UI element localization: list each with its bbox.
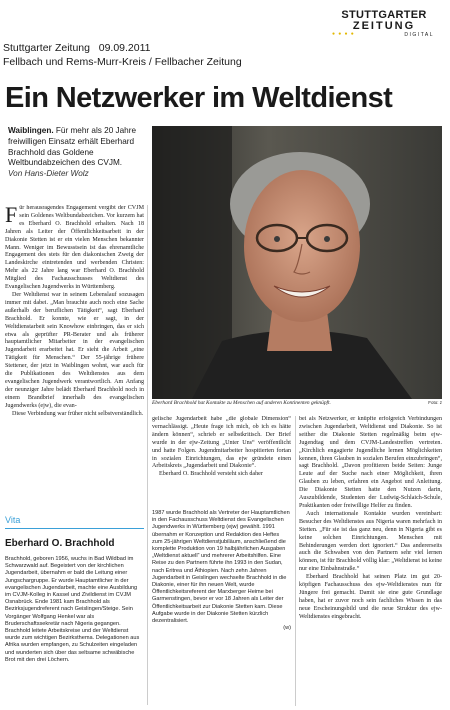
lead-paragraph xyxy=(8,126,158,180)
body-column-2 xyxy=(152,416,291,506)
masthead-logo xyxy=(332,10,436,38)
vita-title: Eberhard O. Brachhold xyxy=(5,538,115,549)
portrait-photo xyxy=(152,126,442,399)
body-paragraph: Eberhard O. Brachhold versteht sich daher xyxy=(159,471,263,478)
body-paragraph: ür herausragendes Engagement vergibt der CVJM sein Goldenes Weltbundabzeichen. Vor kurzem hat es Eberhard O. Brachhold erhalten. Nach 18 Jahren als Leiter der Öffentlichkeitsarbeit in der Diakonie Stetten ist er ein vielen Menschen bekannter Mann. Weniger im Bewusstsein ist das ehrenamtliche Engagement des stets für den diakonischen Zweig der Landeskirche eintretenden und werbenden Christen: Mehr als 22 Jahre lang war Eberhard O. Brachhold Mitglied des Fachausschusses Weltdienst des Evangelischen Jugendwerks in Württemberg. xyxy=(5,205,144,291)
photo-caption xyxy=(152,400,442,406)
portrait-image xyxy=(152,126,442,399)
body-paragraph: Der Weltdienst war in seinem Lebenslauf sozusagen immer mit dabei. „Man brauchte auch noch eine Sache außerhalb der beruflichen Tätigkeit“, sagt Eberhard Brachhold. Er konnte, wie er sagt, in der Weltdienstarbeit sein Knowhow einbringen, das er sich etwa als geprüfter PR-Berater und als früherer hauptamtlicher Mitarbeiter in der evangelischen Jugendarbeit erarbeitet hat. Er sieht die Arbeit „eine Tätigkeit für Menschen.“ Der 55-jährige frühere Stettener, der jetzt in Waiblingen wohnt, war auch für die Publikationen des Weltdienstes aus dem evangelischen Jugendwerk verantwortlich. Am Anfang der neunziger Jahre belädt Eberhard Brachhold noch in einem Brandbrief innerhalb des evangelischen Jugendwerks (ejw), die evan- xyxy=(5,291,144,409)
lead-text: Für mehr als 20 Jahre freiwilligen Einsatz erhält Eberhard Brachhold das Goldene Weltbundabzeichen des CVJM. xyxy=(8,126,137,168)
column-divider xyxy=(147,205,148,705)
dropcap: F xyxy=(5,205,18,227)
vita-column-2 xyxy=(152,510,291,706)
headline: Ein Netzwerker im Weltdienst xyxy=(5,82,393,114)
source-line xyxy=(3,42,151,55)
masthead-line1: STUTTGARTER xyxy=(341,9,427,21)
body-paragraph: Eberhard Brachhold hat seinen Platz im gut 20-köpfigen Fachausschuss des ejw-Weltdienstes nun für Jüngere frei gemacht. Damit sie eine gute Grundlage haben, hat er zuvor noch sein fachliches Wissen in das neue Erscheinungsbild und die neue Struktur des ejw-Weltdienstes eingebracht. xyxy=(299,574,442,620)
body-paragraph: bei als Netzwerker, er knüpfte erfolgreich Verbindungen zwischen Jugendarbeit, Weltdienst und Diakonie. So ist seither die Diakonie Stetten regelmäßig beim ejw-Jugendtag und dem CVJM-Landestreffen vertreten. „Kirchlich engagierte Jugendliche lernen Möglichkeiten kennen, ihren Glauben in sozialen Berufen einzubringen“, sagt Brachhold. „Davon profitieren beide Seiten: Junge Leute auf der Suche nach einer Möglichkeit, ihren Glauben zu leben, erfahren ein Angebot und Anleitung. Die Diakonie Stetten hatte den Nutzen darin, Auszubildende, Studenten der Ludwig-Schlaich-Schule, Praktikanten oder freiwillige Helfer zu finden. xyxy=(299,416,442,509)
vita-signature: (w) xyxy=(283,625,291,632)
body-column-1 xyxy=(5,205,144,507)
source-newspaper: Stuttgarter Zeitung xyxy=(3,42,90,54)
body-paragraph: Diese Verbindung war früher nicht selbstverständlich. xyxy=(12,410,144,417)
source-date: 09.09.2011 xyxy=(98,42,151,54)
photo-credit: Foto: z xyxy=(428,400,442,405)
column-divider xyxy=(295,416,296,706)
vita-text: 1987 wurde Brachhold als Vertreter der Hauptamtlichen in den Fachausschuss Weltdienst des Evangelischen Jugendwerks in Württemberg (ejw) gewählt. 1991 übernahm er Konzeption und Redaktion des Heftes zum 25-jährigen Weltdienstjubiläum, anschließend die komplette Produktion von 19 halbjährlichen Ausgaben „Weltdienst aktuell“ und mehrerer Arbeitshilfen. Eine Reise zu den Partnern führte ihn 1993 in den Sudan, nach Eritrea und Äthiopien. Nach zehn Jahren Jugendarbeit in Geislingen wechselte Brachhold in die Diakonie, einer für ihn neuen Welt, wurde Öffentlichkeitsreferent der Marxberger Heime bei Garmenstingen, bevor er vor 18 Jahren als Leiter der Öffentlichkeitsarbeit zur Diakonie Stetten kam. Diese Aufgabe wurde in der Diakonie Stetten kürzlich dezentralisiert. xyxy=(152,510,290,625)
lead-place: Waiblingen. xyxy=(8,126,54,135)
caption-text: Eberhard Brachhold hat Kontakte zu Menschen auf anderen Kontinenten geknüpft. xyxy=(152,400,331,406)
lead-author: Von Hans-Dieter Wolz xyxy=(8,169,89,179)
body-paragraph: gelische Jugendarbeit habe „die globale Dimension“ vernachlässigt. „Heute frage ich mich, ob ich es hätte ändern können“, schrieb er selbstkritisch. Der Brief wurde in der ejw-Zeitung „Unter Uns“ veröffentlicht und hatte Folgen. Jugendmitarbeiter hospitierten fortan in sozialen Einrichtungen, das ejw gründete einen Arbeitskreis „Jugendarbeit und Diakonie“. xyxy=(152,416,291,470)
masthead-line2: ZEITUNG xyxy=(352,20,416,32)
body-column-3 xyxy=(299,416,442,706)
masthead-dots: ● ● ● ● xyxy=(332,32,355,37)
vita-column-1 xyxy=(5,556,144,706)
masthead-digital: DIGITAL xyxy=(404,32,434,38)
body-paragraph: Auch internationale Kontakte wurden vereinbart: Besucher des Weltdienstes aus Nigeria waren mehrfach in Stetten. „Für sie ist das ganz neu, denn in Nigeria gibt es keine solchen Einrichtungen. Menschen mit Behinderungen werden dort ignoriert.“ Das andererseits auch die Schwaben von den Partnern sehr viel lernen können, ist für Brachhold völlig klar: „Weltdienst ist keine nur eine Einbahnstraße.“ xyxy=(299,510,442,573)
vita-rule xyxy=(5,528,144,529)
vita-text: Brachhold, geboren 1956, wuchs in Bad Wildbad im Schwarzwald auf. Begeistert von der kirchlichen Jugendarbeit, übernahm er bald die Leitung einer Jungschargruppe. Er wurde Hauptamtlicher in der evangelischen Jugendarbeit, machte eine Ausbildung im CVJM-Kolleg in Kassel und Zivildienst im CVJM Osnabrück. Ende 1981 kam Brachhold als Bezirksjugendreferent nach Geislingen/Steige. Sein Vorgänger Wolfgang Henkel war als Bruderschaftssekretär nach Nigeria gegangen. Brachhold leitete Arbeitskreise und der Weltdienst wurde zum wichtigen Bezirksthema. Delegationen aus Afrika wurden empfangen, zu Schulzeiten eingeladen und wunderten sich über das seltsame schwäbische Brot mit den drei Löchern. xyxy=(5,556,140,663)
source-edition: Fellbach und Rems-Murr-Kreis / Fellbacher Zeitung xyxy=(3,56,242,68)
vita-label: Vita xyxy=(5,515,21,525)
